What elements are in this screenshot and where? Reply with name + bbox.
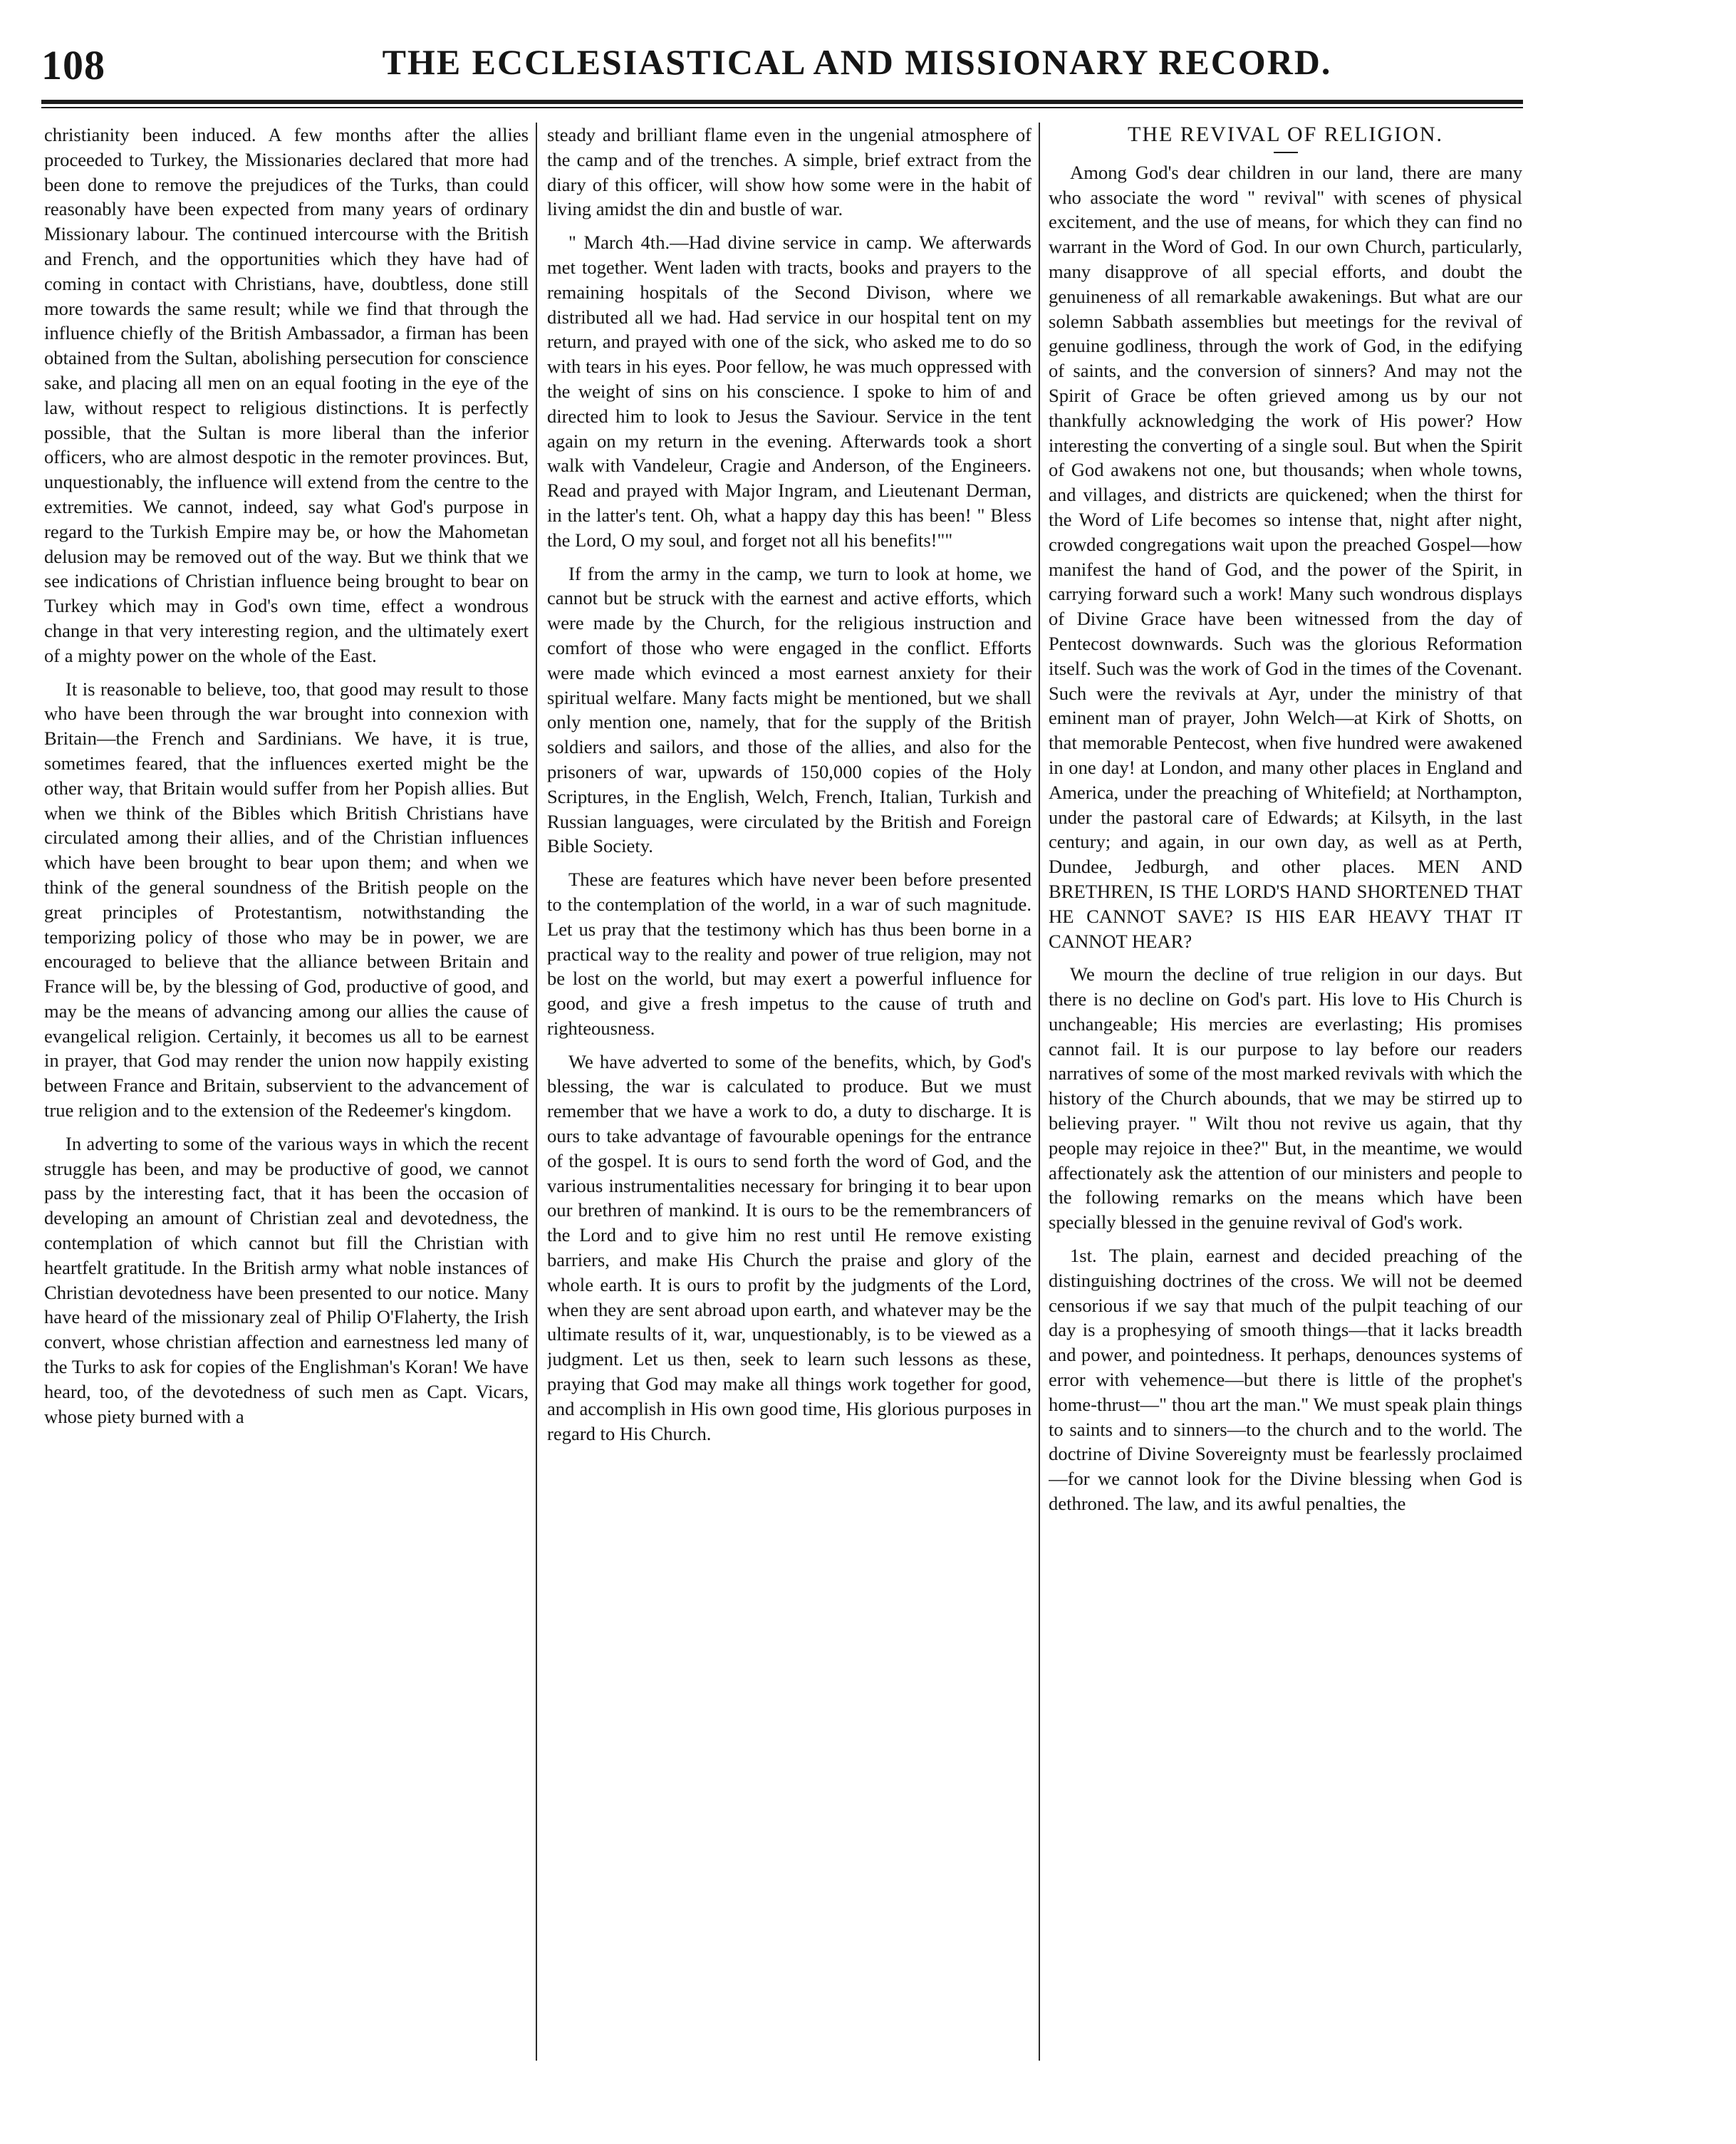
title-dash xyxy=(1274,152,1298,153)
column-divider xyxy=(1039,123,1040,2061)
column-2 xyxy=(547,123,1031,2118)
header-rule-thin xyxy=(41,107,1523,108)
paragraph: steady and brilliant flame even in the ungenial atmosphere of the camp and of the trenches. A simple, brief extract from the diary of this officer, will show how some were in the habit of living amidst the din and bustle of war. xyxy=(547,124,1031,220)
column-divider xyxy=(536,123,537,2061)
paragraph: In adverting to some of the various ways in which the recent struggle has been, and may be productive of good, we cannot pass by the interesting fact, that it has been the occasion of developing an amount of Christian zeal and devotedness, the contemplation of which cannot but fill the Christian with heartfelt gratitude. In the British army what noble instances of Christian devotedness have been presented to our notice. Many have heard of the missionary zeal of Philip O'Flaherty, the Irish convert, whose christian affection and earnestness led many of the Turks to ask for copies of the Englishman's Koran! We have heard, too, of the devotedness of such men as Capt. Vicars, whose piety burned with a xyxy=(44,1132,529,1427)
paragraph: We have adverted to some of the benefits, which, by God's blessing, the war is calculated to produce. But we must remember that we have a work to do, a duty to discharge. It is ours to take advantage of favourable openings for the entrance of the gospel. It is ours to send forth the word of God, and the various instrumentalities necessary for bringing it to bear upon our brethren of mankind. It is ours to be the remembrancers of the Lord and to give him no rest until He remove existing barriers, and make His Church the praise and glory of the whole earth. It is ours to profit by the judgments of the Lord, when they are sent abroad upon earth, and whatever may be the ultimate results of it, war, unquestionably, is to be viewed as a judgment. Let us then, seek to learn such lessons as these, praying that God may make all things work together for good, and accomplish in His own good time, His glorious purposes in regard to His Church. xyxy=(547,1050,1031,1444)
column-3 xyxy=(1049,123,1522,2118)
page-header xyxy=(41,37,1466,94)
article-title: THE REVIVAL OF RELIGION. xyxy=(1128,123,1443,146)
paragraph: These are features which have never been before presented to the contemplation of the world, in a war of such magnitude. Let us pray that the testimony which has thus been borne in a practical way to the reality and power of true religion, may not be lost on the world, but may exert a powerful influence for good, and give a fresh impetus to the cause of truth and righteousness. xyxy=(547,869,1031,1039)
paragraph: It is reasonable to believe, too, that good may result to those who have been through the war brought into connexion with Britain—the French and Sardinians. We have, it is true, sometimes feared, that the influences exerted might be the other way, that Britain would suffer from her Popish allies. But when we think of the Bibles which British Christians have circulated among their allies, and of the Christian influences which have been brought to bear upon them; and when we think of the general soundness of the British people on the great principles of Protestantism, notwithstanding the temporizing policy of those who may be in power, we are encouraged to believe that the alliance between Britain and France will be, by the blessing of God, productive of good, and may be the means of advancing among our allies the cause of evangelical religion. Certainly, it becomes us all to be earnest in prayer, that God may render the union now happily existing between France and Britain, subservient to the advancement of true religion and to the extension of the Redeemer's kingdom. xyxy=(44,678,529,1122)
journal-title: THE ECCLESIASTICAL AND MISSIONARY RECORD. xyxy=(382,42,1332,82)
paragraph: 1st. The plain, earnest and decided preaching of the distinguishing doctrines of the cross. We will not be deemed censorious if we say that much of the pulpit teaching of our day is a prophesying of smooth things—that it lacks breadth and power, and pointedness. It perhaps, denounces systems of error with vehemence—but there is little of the prophet's home-thrust—" thou art the man." We must speak plain things to saints and to sinners—to the church and to the world. The doctrine of Divine Sovereignty must be fearlessly proclaimed—for we cannot look for the Divine blessing when God is dethroned. The law, and its awful penalties, the xyxy=(1049,1245,1522,1515)
diary-extract: " March 4th.—Had divine service in camp. We afterwards met together. Went laden with tracts, books and prayers to the remaining hospitals of the Second Divison, where we distributed all we had. Had service in our hospital tent on my return, and prayed with one of the sick, who asked me to do so with tears in his eyes. Poor fellow, he was much oppressed with the weight of sins on his conscience. I spoke to him of and directed him to look to Jesus the Saviour. Service in the tent again on my return in the evening. Afterwards took a short walk with Vandeleur, Cragie and Anderson, of the Engineers. Read and prayed with Major Ingram, and Lieutenant Derman, in the latter's tent. Oh, what a happy day this has been! " Bless the Lord, O my soul, and forget not all his benefits!"" xyxy=(547,232,1031,551)
header-rule-thick xyxy=(41,100,1523,104)
page-number: 108 xyxy=(41,42,105,88)
paragraph: christianity been induced. A few months after the allies proceeded to Turkey, the Missionaries declared that more had been done to remove the prejudices of the Turks, than could reasonably have been expected from many years of ordinary Missionary labour. The continued intercourse with the British and French, and the opportunities which they have had of coming in contact with Christians, have, doubtless, done still more towards the same result; while we find that through the influence chiefly of the British Ambassador, a firman has been obtained from the Sultan, abolishing persecution for conscience sake, and placing all men on an equal footing in the eye of the law, without respect to religious distinctions. It is perfectly possible, that the Sultan is more liberal than the inferior officers, who are almost despotic in the remoter provinces. But, unquestionably, the influence will extend from the centre to the extremities. We cannot, indeed, say what God's purpose in regard to the Turkish Empire may be, or how the Mahometan delusion may be removed out of the way. But we think that we see indications of Christian influence being brought to bear on Turkey which may in God's own time, effect a wondrous change in that very interesting region, and the ultimately exert of a mighty power on the whole of the East. xyxy=(44,124,529,666)
column-1 xyxy=(44,123,529,2118)
paragraph: We mourn the decline of true religion in our days. But there is no decline on God's part. His love to His Church is unchangeable; His mercies are everlasting; His promises cannot fail. It is our purpose to lay before our readers narratives of some of the most marked revivals with which the history of the Church abounds, that we may be stirred up to believing prayer. " Wilt thou not revive us again, that thy people may rejoice in thee?" But, in the meantime, we would affectionately ask the attention of our ministers and people to the following remarks on the means which have been specially blessed in the genuine revival of God's work. xyxy=(1049,963,1522,1233)
paragraph: Among God's dear children in our land, there are many who associate the word " revival" with scenes of physical excitement, and the use of means, for which they can find no warrant in the Word of God. In our own Church, particularly, many disapprove of all special efforts, and doubt the genuineness of all remarkable awakenings. But what are our solemn Sabbath assemblies but meetings for the revival of genuine godliness, through the work of God, in the edifying of saints, and the conversion of sinners? And may not the Spirit of Grace be often grieved among us by our not thankfully acknowledging the work of His power? How interesting the converting of a single soul. But when the Spirit of God awakens not one, but thousands; when whole towns, and villages, and districts are quickened; when the thirst for the Word of Life becomes so intense that, night after night, crowded congregations wait upon the preached Gospel—how manifest the hand of God, and the power of the Spirit, in carrying forward such a work! Many such wondrous displays of Divine Grace have been witnessed from the day of Pentecost downwards. Such was the glorious Reformation itself. Such was the work of God in the times of the Covenant. Such were the revivals at Ayr, under the ministry of that eminent man of prayer, John Welch—at Kirk of Shotts, on that memorable Pentecost, when five hundred were awakened in one day! at London, and many other places in England and America, under the preaching of Whitefield; at Northampton, under the pastoral care of Edwards; at Kilsyth, in the last century; and again, in our own day, as well as at Perth, Dundee, Jedburgh, and other places. MEN AND BRETHREN, IS THE LORD'S HAND SHORTENED THAT HE CANNOT SAVE? IS HIS EAR HEAVY THAT IT CANNOT HEAR? xyxy=(1049,161,1522,952)
paragraph: If from the army in the camp, we turn to look at home, we cannot but be struck with the earnest and active efforts, which were made by the Church, for the religious instruction and comfort of those who were engaged in the conflict. Efforts were made which evinced a most earnest anxiety for their spiritual welfare. Many facts might be mentioned, but we shall only mention one, namely, that for the supply of the British soldiers and sailors, and those of the allies, and also for the prisoners of war, upwards of 150,000 copies of the Holy Scriptures, in the English, Welch, French, Italian, Turkish and Russian languages, were circulated by the British and Foreign Bible Society. xyxy=(547,562,1031,857)
